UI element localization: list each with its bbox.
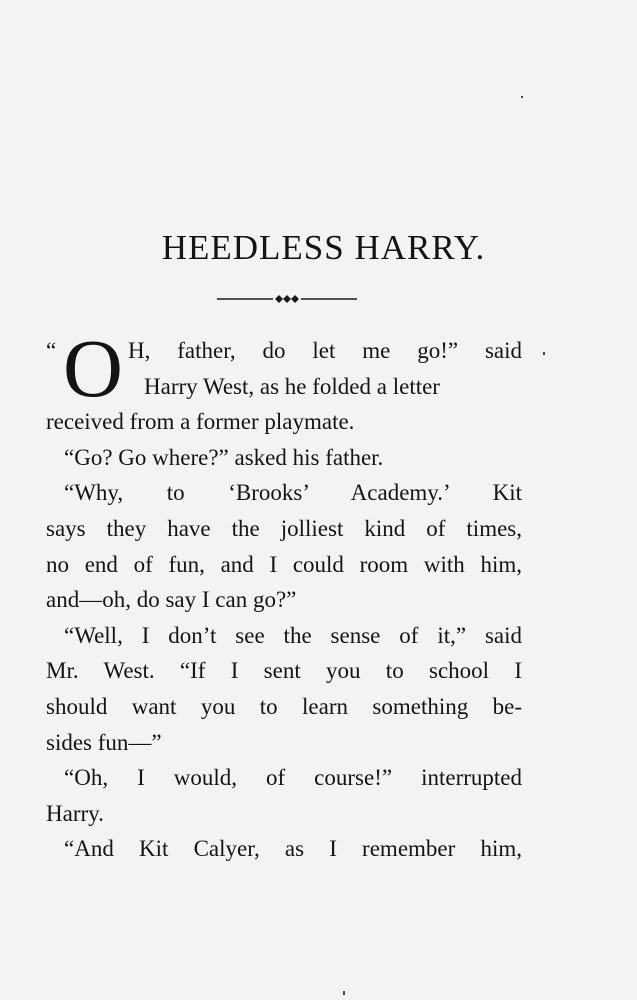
ornament-divider	[217, 292, 357, 306]
text-line: should want you to learn something be-	[46, 693, 522, 719]
ornament-diamond	[291, 295, 299, 303]
text-line: Harry.	[46, 800, 104, 826]
text-line: “Go? Go where?” asked his father.	[64, 444, 384, 470]
text-line: Mr. West. “If I sent you to school I	[46, 658, 522, 684]
drop-cap: O	[63, 322, 123, 414]
scan-speck	[543, 352, 545, 355]
opening-paragraph	[46, 322, 522, 414]
text-line: and—oh, do say I can go?”	[46, 587, 297, 613]
scan-speck	[521, 96, 523, 98]
chapter-title: HEEDLESS HARRY.	[161, 228, 486, 267]
text-line: received from a former playmate.	[46, 409, 355, 435]
text-line: sides fun—”	[46, 729, 162, 755]
text-line: “Why, to ‘Brooks’ Academy.’ Kit	[64, 480, 522, 506]
text-line: “Oh, I would, of course!” interrupted	[64, 765, 522, 791]
text-line: “And Kit Calyer, as I remember him,	[64, 836, 522, 862]
ornament-diamond	[275, 295, 283, 303]
text-line: no end of fun, and I could room with him,	[46, 551, 522, 577]
text-line: says they have the jolliest kind of times,	[46, 515, 522, 541]
text-line: “Well, I don’t see the sense of it,” said	[64, 622, 522, 648]
scan-speck	[343, 991, 345, 995]
opening-line-2: Harry West, as he folded a letter	[144, 373, 440, 399]
body-text	[46, 322, 522, 867]
text-lines	[46, 404, 522, 867]
opening-line-1: H, father, do let me go!” said	[128, 338, 522, 363]
ornament-diamond	[283, 295, 291, 303]
opening-quote-mark: “	[46, 338, 57, 363]
